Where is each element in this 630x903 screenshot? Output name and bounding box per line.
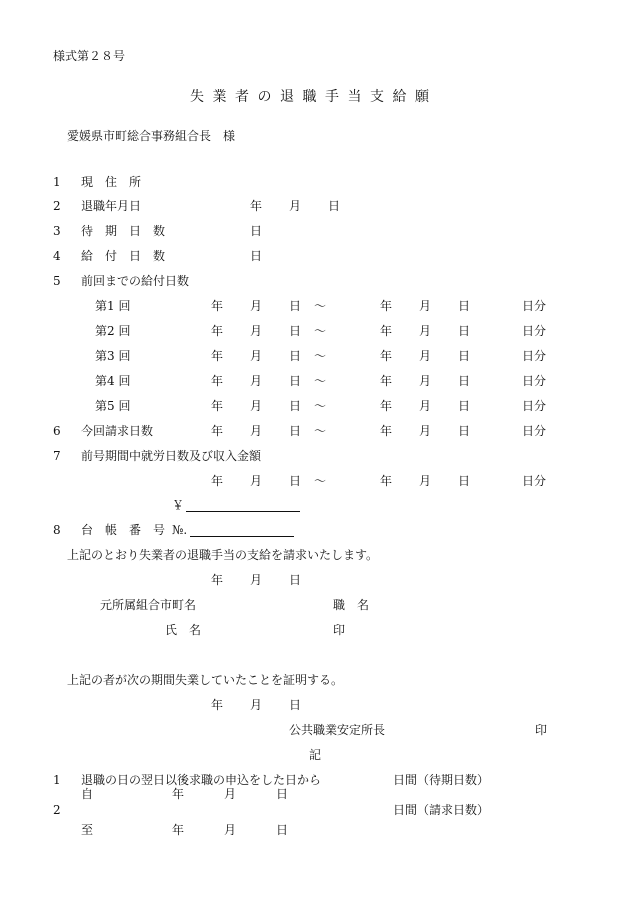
name-label: 氏 名 bbox=[165, 623, 202, 637]
start-month-unit: 月 bbox=[250, 324, 263, 338]
end-year-unit: 年 bbox=[380, 424, 393, 438]
days-unit: 日分 bbox=[522, 399, 547, 413]
days-unit: 日分 bbox=[522, 299, 547, 313]
from-label: 自 bbox=[81, 787, 94, 801]
position-label: 職 名 bbox=[333, 598, 370, 612]
item-3-number: 3 bbox=[53, 224, 61, 238]
end-month-unit: 月 bbox=[419, 474, 432, 488]
tilde: ～ bbox=[314, 299, 327, 313]
previous-days-label: 前回までの給付日数 bbox=[81, 274, 190, 288]
ledger-number-line bbox=[190, 536, 294, 537]
note-2-number: 2 bbox=[53, 803, 61, 817]
end-year-unit: 年 bbox=[380, 399, 393, 413]
end-year-unit: 年 bbox=[380, 374, 393, 388]
period-row-label: 第3 回 bbox=[95, 349, 131, 363]
waiting-days-unit: 日 bbox=[250, 224, 263, 238]
start-day-unit: 日 bbox=[289, 399, 302, 413]
start-year-unit: 年 bbox=[211, 424, 224, 438]
end-year-unit: 年 bbox=[380, 474, 393, 488]
certify-year-unit: 年 bbox=[211, 698, 224, 712]
request-statement: 上記のとおり失業者の退職手当の支給を請求いたします。 bbox=[67, 548, 379, 562]
item-8-number: 8 bbox=[53, 523, 61, 537]
applicant-seal: 印 bbox=[333, 623, 346, 637]
start-year-unit: 年 bbox=[211, 324, 224, 338]
addressee: 愛媛県市町総合事務組合長 様 bbox=[67, 129, 236, 143]
item-1-number: 1 bbox=[53, 175, 61, 189]
tilde: ～ bbox=[314, 424, 327, 438]
end-month-unit: 月 bbox=[419, 424, 432, 438]
chief-seal: 印 bbox=[535, 723, 548, 737]
end-month-unit: 月 bbox=[419, 324, 432, 338]
tilde: ～ bbox=[314, 399, 327, 413]
form-title: 失業者の退職手当支給願 bbox=[190, 89, 438, 105]
benefit-days-label: 給 付 日 数 bbox=[81, 249, 166, 263]
days-unit: 日分 bbox=[522, 374, 547, 388]
request-year-unit: 年 bbox=[211, 573, 224, 587]
days-unit: 日分 bbox=[522, 474, 547, 488]
days-unit: 日分 bbox=[522, 424, 547, 438]
to-month-unit: 月 bbox=[224, 823, 237, 837]
end-month-unit: 月 bbox=[419, 399, 432, 413]
start-day-unit: 日 bbox=[289, 374, 302, 388]
item-6-number: 6 bbox=[53, 424, 61, 438]
claim-period-label: 日間（請求日数） bbox=[393, 803, 490, 817]
request-month-unit: 月 bbox=[250, 573, 263, 587]
start-year-unit: 年 bbox=[211, 374, 224, 388]
start-day-unit: 日 bbox=[289, 474, 302, 488]
retire-month-unit: 月 bbox=[289, 199, 302, 213]
yen-mark: ￥ bbox=[172, 498, 185, 512]
period-row-label: 第4 回 bbox=[95, 374, 131, 388]
end-month-unit: 月 bbox=[419, 374, 432, 388]
from-month-unit: 月 bbox=[224, 787, 237, 801]
start-day-unit: 日 bbox=[289, 349, 302, 363]
days-unit: 日分 bbox=[522, 349, 547, 363]
period-row-label: 第5 回 bbox=[95, 399, 131, 413]
from-day-unit: 日 bbox=[276, 787, 289, 801]
period-row-label: 第2 回 bbox=[95, 324, 131, 338]
end-month-unit: 月 bbox=[419, 349, 432, 363]
address-label: 現 住 所 bbox=[81, 175, 142, 189]
note-1-number: 1 bbox=[53, 773, 61, 787]
ledger-number-label: 台 帳 番 号 bbox=[81, 523, 166, 537]
end-day-unit: 日 bbox=[458, 324, 471, 338]
retire-date-label: 退職年月日 bbox=[81, 199, 142, 213]
start-month-unit: 月 bbox=[250, 399, 263, 413]
start-month-unit: 月 bbox=[250, 474, 263, 488]
end-day-unit: 日 bbox=[458, 474, 471, 488]
request-day-unit: 日 bbox=[289, 573, 302, 587]
end-day-unit: 日 bbox=[458, 424, 471, 438]
number-mark: №. bbox=[172, 523, 188, 537]
end-day-unit: 日 bbox=[458, 399, 471, 413]
start-day-unit: 日 bbox=[289, 424, 302, 438]
to-day-unit: 日 bbox=[276, 823, 289, 837]
certify-month-unit: 月 bbox=[250, 698, 263, 712]
former-org-label: 元所属組合市町名 bbox=[100, 598, 197, 612]
item-4-number: 4 bbox=[53, 249, 61, 263]
benefit-days-unit: 日 bbox=[250, 249, 263, 263]
start-year-unit: 年 bbox=[211, 349, 224, 363]
start-year-unit: 年 bbox=[211, 299, 224, 313]
start-month-unit: 月 bbox=[250, 424, 263, 438]
from-year-unit: 年 bbox=[172, 787, 185, 801]
tilde: ～ bbox=[314, 349, 327, 363]
tilde: ～ bbox=[314, 374, 327, 388]
end-year-unit: 年 bbox=[380, 324, 393, 338]
end-month-unit: 月 bbox=[419, 299, 432, 313]
certify-statement: 上記の者が次の期間失業していたことを証明する。 bbox=[67, 673, 344, 687]
current-days-label: 今回請求日数 bbox=[81, 424, 154, 438]
office-chief-label: 公共職業安定所長 bbox=[289, 723, 386, 737]
item-5-number: 5 bbox=[53, 274, 61, 288]
end-day-unit: 日 bbox=[458, 299, 471, 313]
start-day-unit: 日 bbox=[289, 324, 302, 338]
waiting-days-label: 待 期 日 数 bbox=[81, 224, 166, 238]
form-number: 様式第２８号 bbox=[53, 49, 126, 63]
income-amount-line bbox=[186, 511, 300, 512]
start-year-unit: 年 bbox=[211, 399, 224, 413]
note-1-text: 退職の日の翌日以後求職の申込をした日から bbox=[81, 773, 322, 787]
end-day-unit: 日 bbox=[458, 349, 471, 363]
work-income-label: 前号期間中就労日数及び収入金額 bbox=[81, 449, 262, 463]
retire-year-unit: 年 bbox=[250, 199, 263, 213]
tilde: ～ bbox=[314, 474, 327, 488]
item-7-number: 7 bbox=[53, 449, 61, 463]
to-year-unit: 年 bbox=[172, 823, 185, 837]
start-month-unit: 月 bbox=[250, 349, 263, 363]
item-2-number: 2 bbox=[53, 199, 61, 213]
end-day-unit: 日 bbox=[458, 374, 471, 388]
start-month-unit: 月 bbox=[250, 299, 263, 313]
days-unit: 日分 bbox=[522, 324, 547, 338]
end-year-unit: 年 bbox=[380, 349, 393, 363]
start-year-unit: 年 bbox=[211, 474, 224, 488]
tilde: ～ bbox=[314, 324, 327, 338]
start-month-unit: 月 bbox=[250, 374, 263, 388]
start-day-unit: 日 bbox=[289, 299, 302, 313]
period-row-label: 第1 回 bbox=[95, 299, 131, 313]
retire-day-unit: 日 bbox=[328, 199, 341, 213]
end-year-unit: 年 bbox=[380, 299, 393, 313]
to-label: 至 bbox=[81, 823, 94, 837]
notes-heading: 記 bbox=[309, 748, 322, 762]
certify-day-unit: 日 bbox=[289, 698, 302, 712]
waiting-period-label: 日間（待期日数） bbox=[393, 773, 490, 787]
